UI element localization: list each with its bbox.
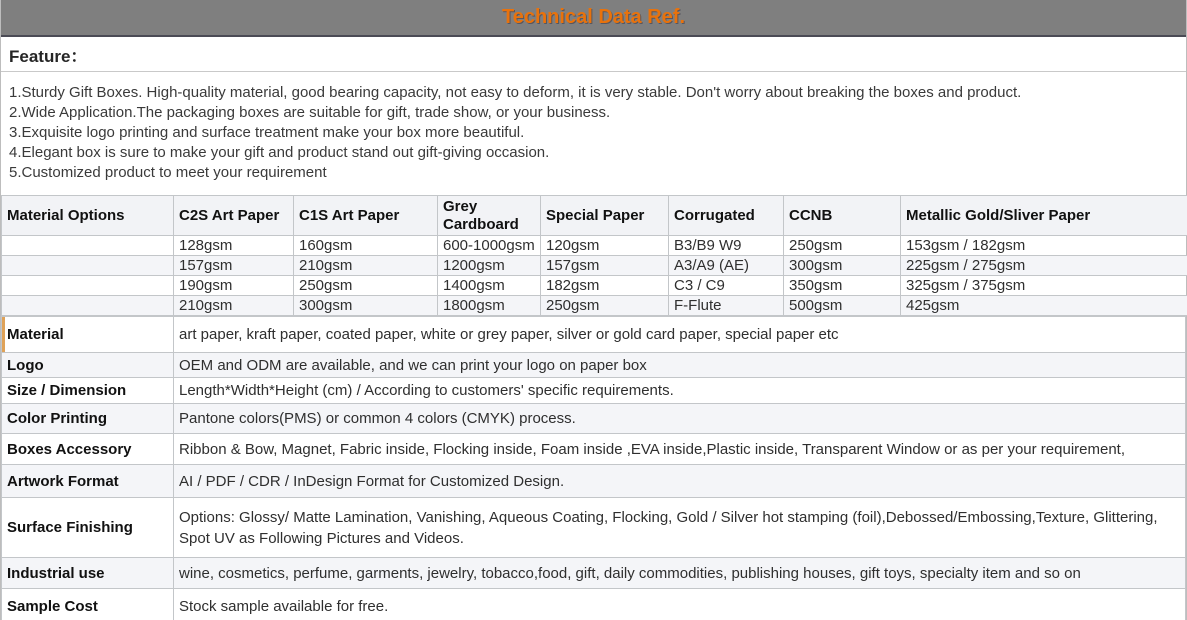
- table-cell: 250gsm: [541, 296, 669, 316]
- spec-row-logo: [2, 353, 1186, 378]
- table-cell: 210gsm: [174, 296, 294, 316]
- column-header-material-options: Material Options: [2, 196, 174, 236]
- spec-row-size-dimension: [2, 378, 1186, 404]
- table-row: [2, 276, 1187, 296]
- spec-label: Surface Finishing: [2, 498, 174, 558]
- spec-value: OEM and ODM are available, and we can print your logo on paper box: [174, 353, 1186, 378]
- table-cell: [2, 296, 174, 316]
- spec-value: Stock sample available for free.: [174, 589, 1186, 620]
- materials-header-row: [2, 196, 1187, 236]
- spec-value: Pantone colors(PMS) or common 4 colors (CMYK) process.: [174, 404, 1186, 434]
- spec-table: [1, 316, 1186, 620]
- spec-label: Size / Dimension: [2, 378, 174, 404]
- spec-label: Industrial use: [2, 558, 174, 589]
- table-cell: 300gsm: [294, 296, 438, 316]
- table-cell: [2, 256, 174, 276]
- table-cell: A3/A9 (AE): [669, 256, 784, 276]
- table-row: [2, 256, 1187, 276]
- table-cell: 1400gsm: [438, 276, 541, 296]
- table-row: [2, 236, 1187, 256]
- table-cell: F-Flute: [669, 296, 784, 316]
- table-cell: 153gsm / 182gsm: [901, 236, 1187, 256]
- table-cell: 225gsm / 275gsm: [901, 256, 1187, 276]
- spec-value: wine, cosmetics, perfume, garments, jewelry, tobacco,food, gift, daily commodities, publishing houses, gift toys, specialty item and so on: [174, 558, 1186, 589]
- table-cell: 157gsm: [174, 256, 294, 276]
- table-cell: 128gsm: [174, 236, 294, 256]
- column-header-ccnb: CCNB: [784, 196, 901, 236]
- table-cell: 325gsm / 375gsm: [901, 276, 1187, 296]
- spec-label: Material: [2, 317, 174, 353]
- spec-label: Sample Cost: [2, 589, 174, 620]
- table-cell: 250gsm: [784, 236, 901, 256]
- spec-value: Ribbon & Bow, Magnet, Fabric inside, Flocking inside, Foam inside ,EVA inside,Plastic inside, Transparent Window or as per your requirement,: [174, 434, 1186, 465]
- spec-label: Artwork Format: [2, 465, 174, 498]
- table-cell: [2, 236, 174, 256]
- column-header-corrugated: Corrugated: [669, 196, 784, 236]
- table-cell: C3 / C9: [669, 276, 784, 296]
- spec-row-industrial-use: [2, 558, 1186, 589]
- feature-item: 1.Sturdy Gift Boxes. High-quality material, good bearing capacity, not easy to deform, it is very stable. Don't worry about breaking the boxes and product.: [9, 84, 1022, 101]
- table-cell: 182gsm: [541, 276, 669, 296]
- spec-value: AI / PDF / CDR / InDesign Format for Customized Design.: [174, 465, 1186, 498]
- feature-list: [1, 72, 1186, 189]
- column-header-c1s-art-paper: C1S Art Paper: [294, 196, 438, 236]
- table-cell: 210gsm: [294, 256, 438, 276]
- spec-label: Boxes Accessory: [2, 434, 174, 465]
- spec-row-color-printing: [2, 404, 1186, 434]
- feature-heading: Feature：: [1, 37, 1186, 72]
- feature-item: 4.Elegant box is sure to make your gift and product stand out gift-giving occasion.: [9, 144, 550, 161]
- column-header-c2s-art-paper: C2S Art Paper: [174, 196, 294, 236]
- table-row: [2, 296, 1187, 316]
- column-header-grey-cardboard: Grey Cardboard: [438, 196, 541, 236]
- feature-item: 3.Exquisite logo printing and surface treatment make your box more beautiful.: [9, 124, 525, 141]
- spec-row-artwork-format: [2, 465, 1186, 498]
- spec-label: Logo: [2, 353, 174, 378]
- feature-item: 2.Wide Application.The packaging boxes are suitable for gift, trade show, or your business.: [9, 104, 611, 121]
- spec-value: Length*Width*Height (cm) / According to customers' specific requirements.: [174, 378, 1186, 404]
- materials-table: [1, 195, 1187, 316]
- table-cell: 160gsm: [294, 236, 438, 256]
- column-header-metallic-paper: Metallic Gold/Sliver Paper: [901, 196, 1187, 236]
- table-cell: B3/B9 W9: [669, 236, 784, 256]
- feature-item: 5.Customized product to meet your requirement: [9, 164, 327, 181]
- spec-row-sample-cost: [2, 589, 1186, 620]
- spec-row-material: [2, 317, 1186, 353]
- spec-value: art paper, kraft paper, coated paper, white or grey paper, silver or gold card paper, special paper etc: [174, 317, 1186, 353]
- table-cell: 350gsm: [784, 276, 901, 296]
- table-cell: 157gsm: [541, 256, 669, 276]
- spec-row-surface-finishing: [2, 498, 1186, 558]
- spec-label: Color Printing: [2, 404, 174, 434]
- table-cell: 425gsm: [901, 296, 1187, 316]
- page-header: [1, 0, 1186, 37]
- table-cell: 1200gsm: [438, 256, 541, 276]
- table-cell: 190gsm: [174, 276, 294, 296]
- table-cell: 1800gsm: [438, 296, 541, 316]
- table-cell: 120gsm: [541, 236, 669, 256]
- table-cell: 300gsm: [784, 256, 901, 276]
- table-cell: 500gsm: [784, 296, 901, 316]
- table-cell: 250gsm: [294, 276, 438, 296]
- spec-row-boxes-accessory: [2, 434, 1186, 465]
- column-header-special-paper: Special Paper: [541, 196, 669, 236]
- table-cell: [2, 276, 174, 296]
- table-cell: 600-1000gsm: [438, 236, 541, 256]
- page-title: Technical Data Ref.: [501, 6, 686, 28]
- spec-value: Options: Glossy/ Matte Lamination, Vanishing, Aqueous Coating, Flocking, Gold / Silver hot stamping (foil),Debossed/Embossing,Texture, Glittering, Spot UV as Following Pictures and Videos.: [174, 498, 1186, 558]
